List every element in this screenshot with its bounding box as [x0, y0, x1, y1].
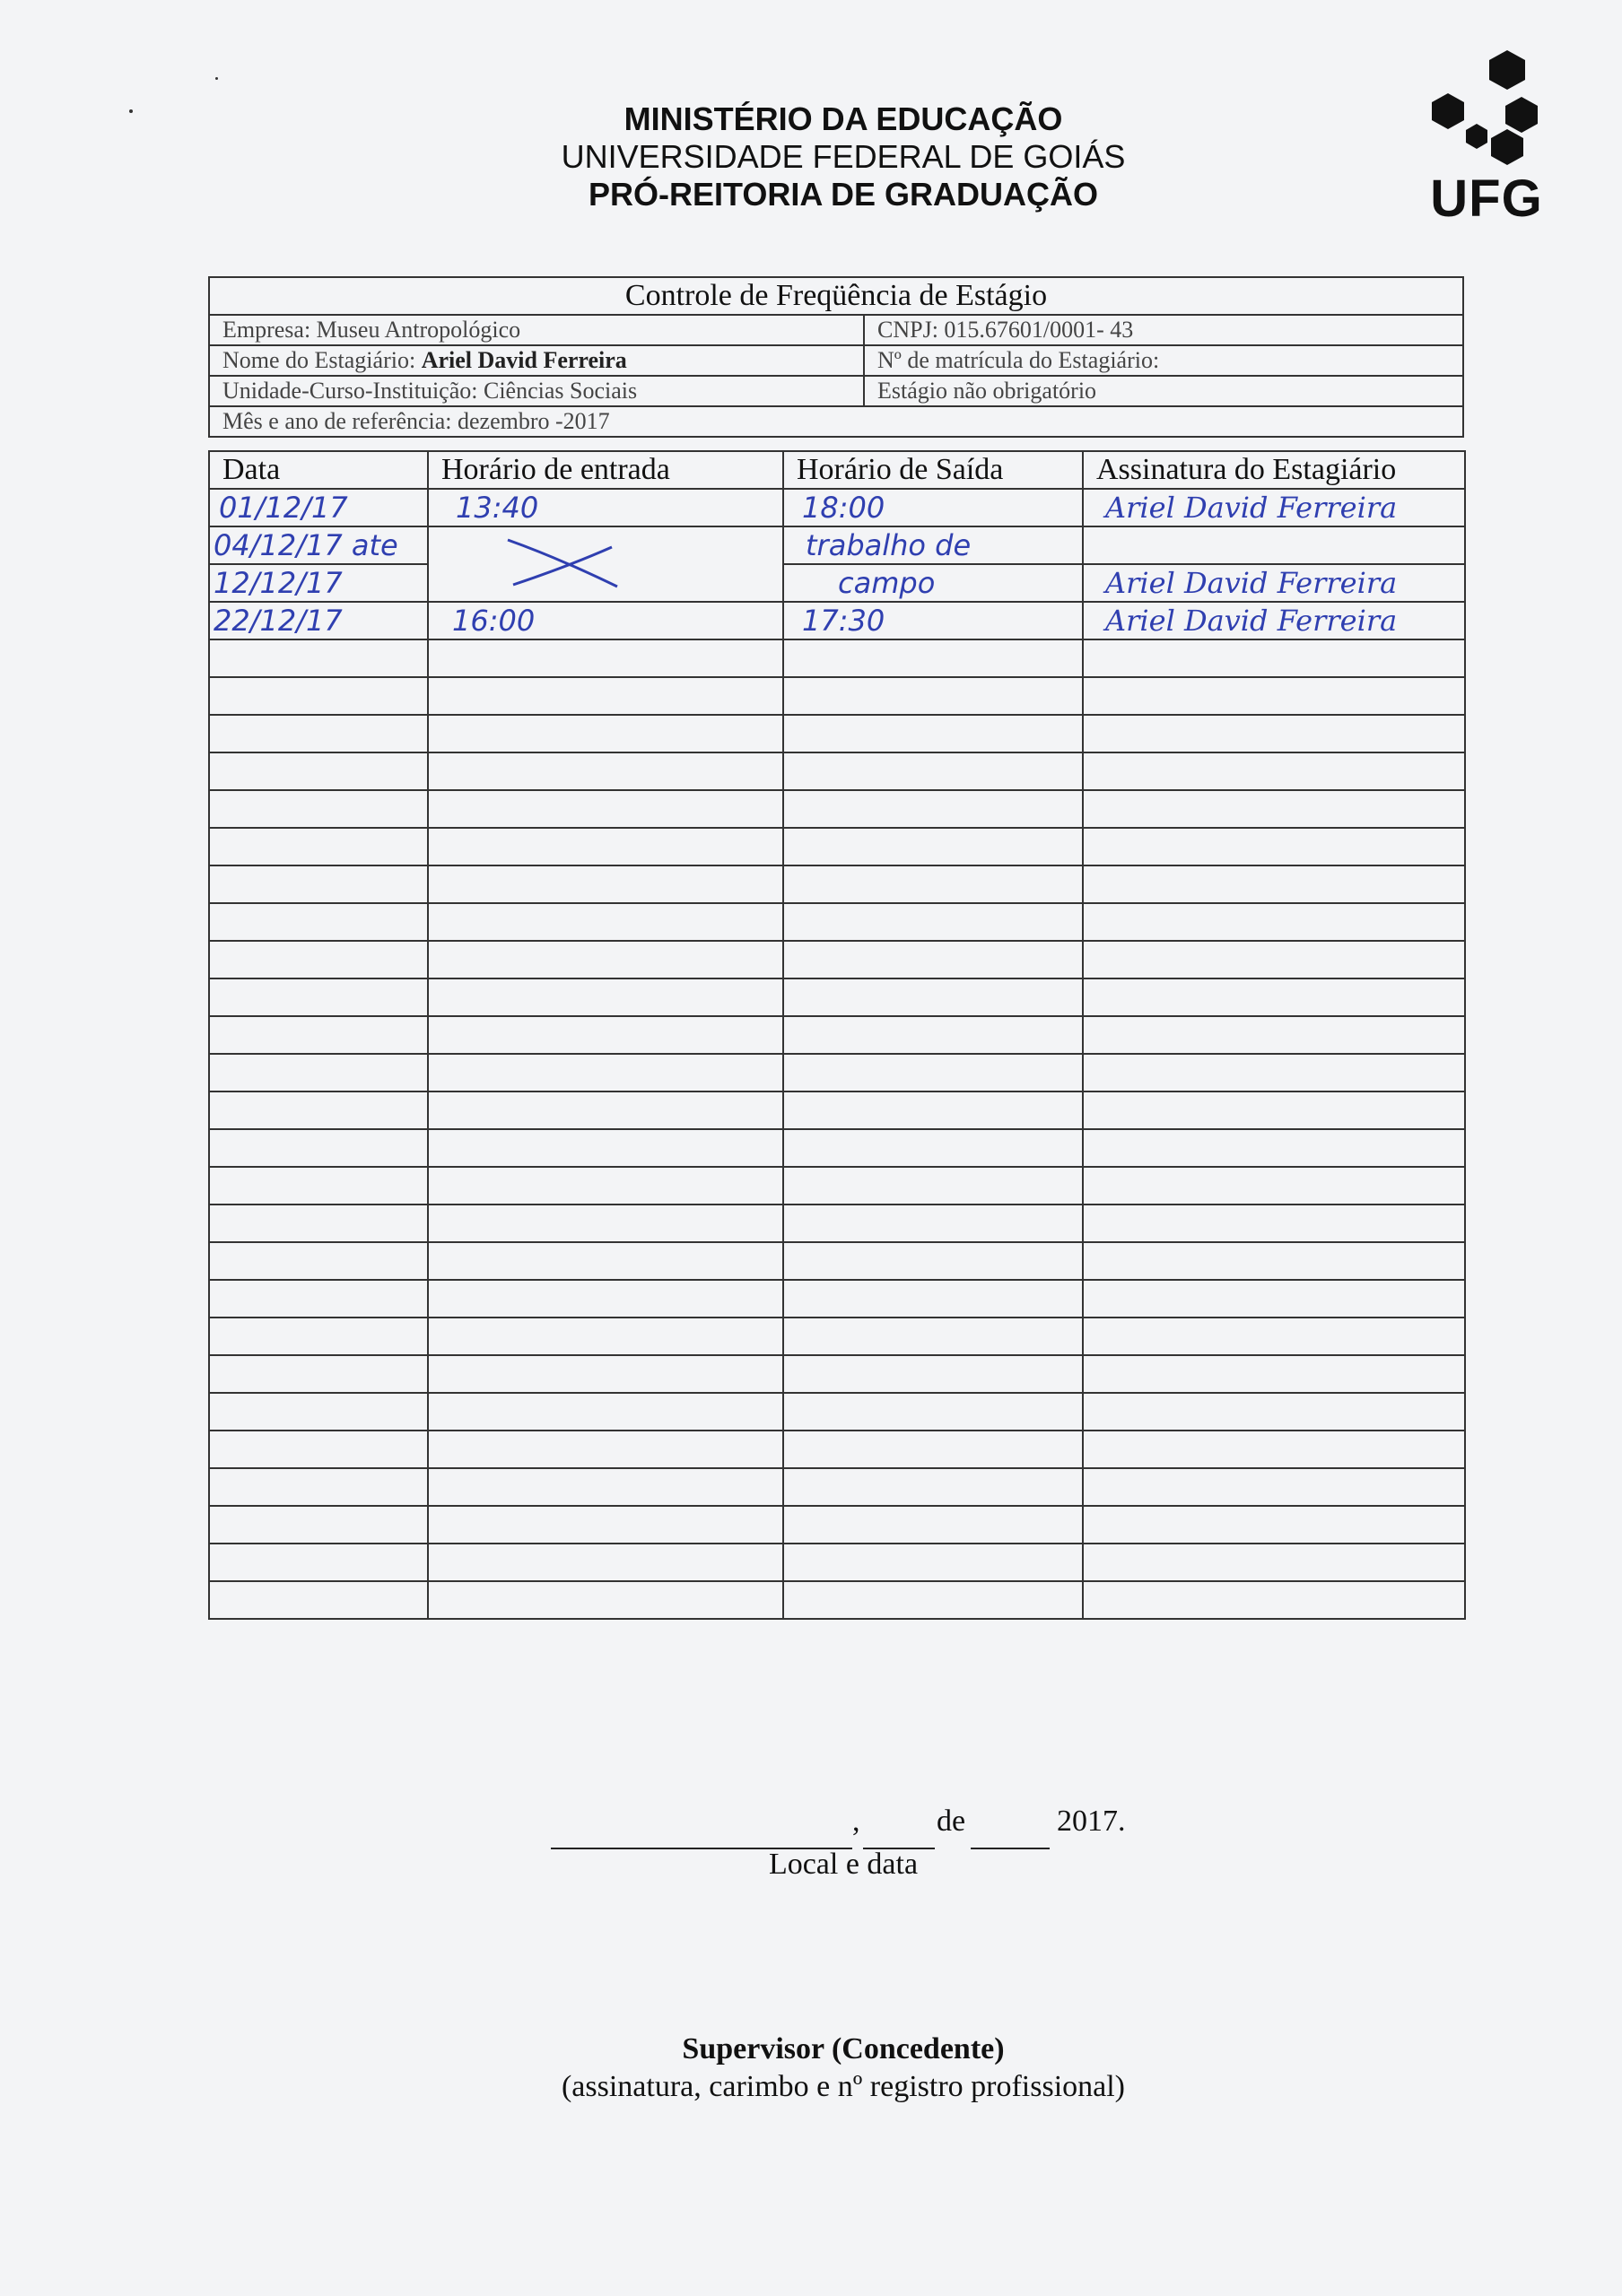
entry-time-cell [428, 1016, 783, 1054]
entry-time-cell [428, 1544, 783, 1581]
entry-time-cell [428, 1242, 783, 1280]
handwritten-signature: Ariel David Ferreira [1105, 604, 1398, 638]
university-name: UNIVERSIDADE FEDERAL DE GOIÁS [561, 138, 1126, 175]
table-row [209, 526, 1465, 564]
table-row [209, 1242, 1465, 1280]
date-cell [209, 489, 428, 526]
entry-time-cell [428, 903, 783, 941]
date-cell [209, 903, 428, 941]
handwritten-signature: Ariel David Ferreira [1105, 566, 1398, 600]
department-name: PRÓ-REITORIA DE GRADUAÇÃO [588, 176, 1099, 213]
entry-time-cell [428, 1129, 783, 1167]
table-row [209, 1054, 1465, 1091]
exit-time-cell [783, 865, 1083, 903]
entry-time-cell [428, 1280, 783, 1318]
signature-cell [1083, 602, 1465, 639]
table-row [209, 1544, 1465, 1581]
date-cell [209, 978, 428, 1016]
signature-cell [1083, 677, 1465, 715]
handwritten-entry-time: 13:40 [456, 491, 539, 525]
exit-time-cell [783, 1581, 1083, 1619]
signature-cell [1083, 1280, 1465, 1318]
table-row [209, 1393, 1465, 1431]
exit-time-cell [783, 677, 1083, 715]
table-row [209, 752, 1465, 790]
table-row [209, 1431, 1465, 1468]
exit-time-cell [783, 752, 1083, 790]
signature-cell [1083, 526, 1465, 564]
date-cell [209, 526, 428, 564]
signature-cell [1083, 752, 1465, 790]
date-comma: , [852, 1805, 860, 1838]
exit-time-cell [783, 1318, 1083, 1355]
entry-time-cell [428, 715, 783, 752]
signature-cell [1083, 1318, 1465, 1355]
table-row [209, 1318, 1465, 1355]
entry-time-cell [428, 828, 783, 865]
table-row [209, 1129, 1465, 1167]
entry-time-cell [428, 941, 783, 978]
signature-cell [1083, 1431, 1465, 1468]
intern-name-value: Ariel David Ferreira [421, 347, 627, 373]
exit-time-cell [783, 1280, 1083, 1318]
signature-cell [1083, 1581, 1465, 1619]
signature-cell [1083, 1506, 1465, 1544]
exit-time-cell [783, 828, 1083, 865]
table-row [209, 828, 1465, 865]
scan-speck [129, 109, 133, 113]
table-row [209, 1280, 1465, 1318]
supervisor-note: (assinatura, carimbo e nº registro profissional) [561, 2070, 1126, 2103]
date-cell [209, 639, 428, 677]
exit-time-cell [783, 978, 1083, 1016]
table-row [209, 903, 1465, 941]
exit-time-cell [783, 526, 1083, 564]
date-cell [209, 1318, 428, 1355]
table-row [209, 1167, 1465, 1205]
location-blank [551, 1803, 852, 1849]
signature-cell [1083, 1544, 1465, 1581]
signature-cell [1083, 1355, 1465, 1393]
exit-time-cell [783, 903, 1083, 941]
date-cell [209, 752, 428, 790]
exit-time-cell [783, 1544, 1083, 1581]
handwritten-fieldwork-note: trabalho de [806, 528, 972, 562]
date-cell [209, 564, 428, 602]
date-cell [209, 1205, 428, 1242]
table-row [209, 677, 1465, 715]
date-cell [209, 828, 428, 865]
entry-time-cell [428, 1581, 783, 1619]
signature-cell [1083, 1242, 1465, 1280]
exit-time-cell [783, 941, 1083, 978]
handwritten-exit-time: 17:30 [802, 604, 885, 638]
form-title: Controle de Freqüência de Estágio [209, 277, 1463, 315]
table-row [209, 978, 1465, 1016]
table-row [209, 639, 1465, 677]
date-cell [209, 1016, 428, 1054]
entry-time-cell [428, 1506, 783, 1544]
date-cell [209, 1393, 428, 1431]
institution-header [431, 100, 1256, 213]
date-cell [209, 1129, 428, 1167]
attendance-table [208, 450, 1466, 1620]
handwritten-fieldwork-note: campo [838, 566, 936, 600]
table-row [209, 715, 1465, 752]
entry-time-cell [428, 1431, 783, 1468]
column-header-entry-time: Horário de entrada [428, 451, 783, 489]
exit-time-cell [783, 1054, 1083, 1091]
signature-cell [1083, 1393, 1465, 1431]
signature-cell [1083, 1016, 1465, 1054]
table-row [209, 941, 1465, 978]
entry-time-cell [428, 1205, 783, 1242]
entry-time-cell [428, 1318, 783, 1355]
exit-time-cell [783, 1205, 1083, 1242]
table-row [209, 1468, 1465, 1506]
date-cell [209, 602, 428, 639]
entry-time-cell [428, 526, 783, 602]
date-cell [209, 941, 428, 978]
table-row [209, 1205, 1465, 1242]
date-cell [209, 1581, 428, 1619]
table-row [209, 564, 1465, 602]
exit-time-cell [783, 1468, 1083, 1506]
entry-time-cell [428, 1393, 783, 1431]
ministry-name: MINISTÉRIO DA EDUCAÇÃO [624, 100, 1063, 137]
signature-cell [1083, 790, 1465, 828]
table-row [209, 602, 1465, 639]
entry-time-cell [428, 752, 783, 790]
exit-time-cell [783, 1091, 1083, 1129]
handwritten-date: 22/12/17 [214, 604, 343, 638]
exit-time-cell [783, 1355, 1083, 1393]
entry-time-cell [428, 1091, 783, 1129]
table-row [209, 489, 1465, 526]
scan-speck [215, 77, 218, 80]
day-blank [863, 1803, 935, 1849]
signature-cell [1083, 1468, 1465, 1506]
supervisor-title: Supervisor (Concedente) [682, 2032, 1005, 2066]
signature-cell [1083, 1129, 1465, 1167]
signature-cell [1083, 564, 1465, 602]
entry-time-cell [428, 978, 783, 1016]
date-cell [209, 1167, 428, 1205]
handwritten-date: 04/12/17 ate [214, 528, 398, 562]
table-row [209, 790, 1465, 828]
reference-month-field: Mês e ano de referência: dezembro -2017 [209, 406, 1463, 437]
entry-time-cell [428, 1054, 783, 1091]
exit-time-cell [783, 790, 1083, 828]
cnpj-field: CNPJ: 015.67601/0001- 43 [864, 315, 1463, 345]
registration-number-field: Nº de matrícula do Estagiário: [864, 345, 1463, 376]
table-row [209, 1091, 1465, 1129]
date-cell [209, 1355, 428, 1393]
internship-type-field: Estágio não obrigatório [864, 376, 1463, 406]
exit-time-cell [783, 1167, 1083, 1205]
table-row [209, 1355, 1465, 1393]
table-row [209, 1506, 1465, 1544]
handwritten-date: 01/12/17 [219, 491, 348, 525]
exit-time-cell [783, 1431, 1083, 1468]
ufg-logo-text: UFG [1430, 170, 1543, 228]
exit-time-cell [783, 1506, 1083, 1544]
table-row [209, 1581, 1465, 1619]
entry-time-cell [428, 677, 783, 715]
exit-time-cell [783, 1393, 1083, 1431]
date-cell [209, 790, 428, 828]
entry-time-cell [428, 639, 783, 677]
date-cell [209, 677, 428, 715]
entry-time-cell [428, 602, 783, 639]
exit-time-cell [783, 564, 1083, 602]
signature-cell [1083, 1205, 1465, 1242]
date-cell [209, 1431, 428, 1468]
handwritten-entry-time: 16:00 [452, 604, 536, 638]
exit-time-cell [783, 1129, 1083, 1167]
signature-cell [1083, 1091, 1465, 1129]
column-header-signature: Assinatura do Estagiário [1083, 451, 1465, 489]
handwritten-signature: Ariel David Ferreira [1105, 491, 1398, 525]
date-cell [209, 1544, 428, 1581]
column-header-date: Data [209, 451, 428, 489]
month-blank [971, 1803, 1050, 1849]
exit-time-cell [783, 1242, 1083, 1280]
intern-name-label: Nome do Estagiário: [222, 347, 416, 373]
entry-time-cell [428, 1468, 783, 1506]
exit-time-cell [783, 715, 1083, 752]
exit-time-cell [783, 602, 1083, 639]
signature-cell [1083, 978, 1465, 1016]
date-year: 2017. [1057, 1805, 1126, 1838]
column-header-exit-time: Horário de Saída [783, 451, 1083, 489]
table-row [209, 1016, 1465, 1054]
signature-cell [1083, 828, 1465, 865]
signature-cell [1083, 489, 1465, 526]
exit-time-cell [783, 1016, 1083, 1054]
intern-name-field [209, 345, 864, 376]
signature-cell [1083, 941, 1465, 978]
entry-time-cell [428, 1355, 783, 1393]
date-cell [209, 1280, 428, 1318]
handwritten-date: 12/12/17 [214, 566, 343, 600]
unit-course-field: Unidade-Curso-Instituição: Ciências Sociais [209, 376, 864, 406]
date-cell [209, 1054, 428, 1091]
date-cell [209, 1468, 428, 1506]
entry-time-cell [428, 790, 783, 828]
date-cell [209, 715, 428, 752]
handwritten-exit-time: 18:00 [802, 491, 885, 525]
signature-cell [1083, 865, 1465, 903]
date-cell [209, 1091, 428, 1129]
signature-cell [1083, 903, 1465, 941]
table-row [209, 865, 1465, 903]
date-cell [209, 1506, 428, 1544]
signature-cell [1083, 1167, 1465, 1205]
signature-cell [1083, 1054, 1465, 1091]
entry-time-cell [428, 865, 783, 903]
date-cell [209, 1242, 428, 1280]
internship-info-table [208, 276, 1464, 438]
attendance-header-row [209, 451, 1465, 489]
signature-cell [1083, 715, 1465, 752]
local-date-caption: Local e data [768, 1848, 919, 1881]
date-cell [209, 865, 428, 903]
date-de-label: de [937, 1805, 966, 1838]
cross-mark-icon [504, 531, 621, 594]
exit-time-cell [783, 489, 1083, 526]
signature-cell [1083, 639, 1465, 677]
entry-time-cell [428, 1167, 783, 1205]
company-field: Empresa: Museu Antropológico [209, 315, 864, 345]
exit-time-cell [783, 639, 1083, 677]
entry-time-cell [428, 489, 783, 526]
